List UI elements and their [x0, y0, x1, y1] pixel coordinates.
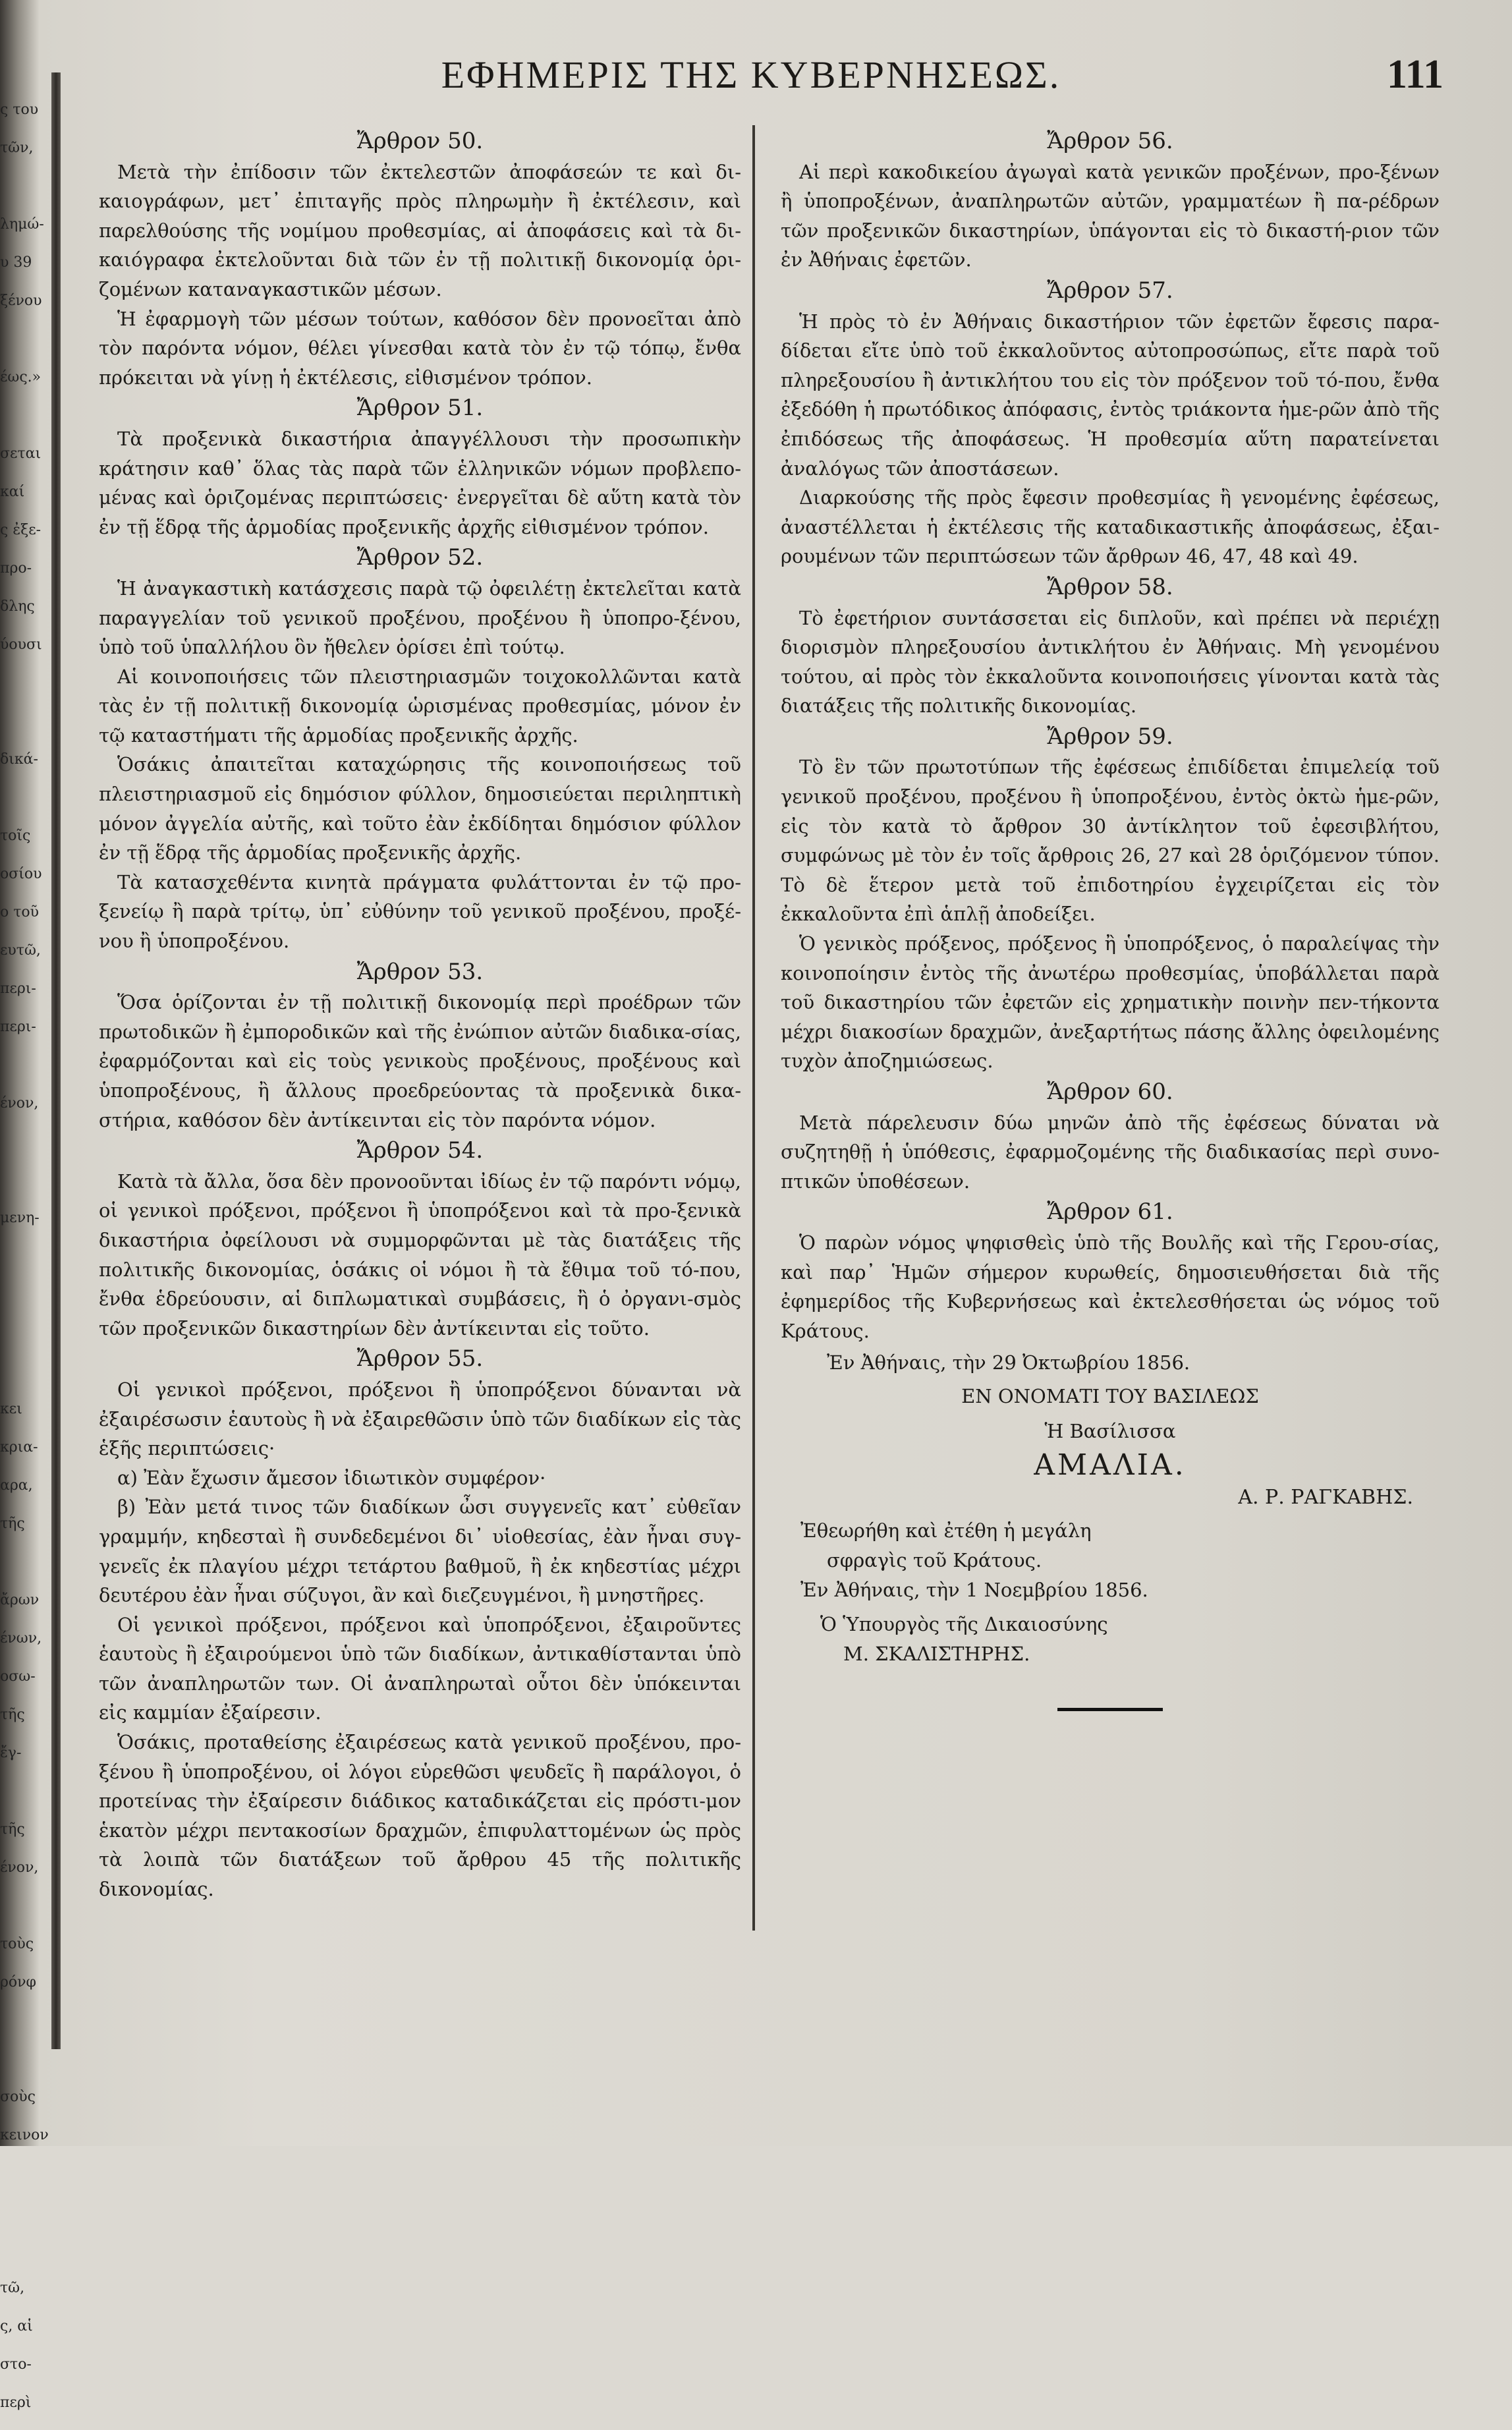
- margin-fragment: [0, 2201, 51, 2239]
- margin-fragment: ένον,: [0, 1095, 39, 1112]
- margin-fragment: ς του: [0, 101, 39, 118]
- paragraph: Ὁ γενικὸς πρόξενος, πρόξενος ἢ ὑποπρόξενος, ὁ παραλείψας τὴν κοινοποίησιν ἐντὸς τῆς ἀνωτέρω προθεσμίας, ὑποβάλλεται παρὰ τοῦ δικαστηρίου τῶν ἐφετῶν εἰς χρηματικὴν ποινὴν πεν-τήκοντα μέχρι διακοσίων δραχμῶν, ἀνεξαρτήτως πάσης ἄλλης ὀφειλομένης τυχὸν ἀποζημιώσεως.: [781, 932, 1440, 1073]
- paragraph: Ὁσάκις, προταθείσης ἐξαιρέσεως κατὰ γενικοῦ προξένου, προ-ξένου ἢ ὑποπροξένου, οἱ λόγοι εὑρεθῶσι ψευδεῖς ἢ παράλογοι, ὁ προτείνας τὴν ἐξαίρεσιν διάδικος καταδικάζεται εἰς πρόστι-μον ἑκατὸν μέχρι πεντακοσίων δραχμῶν, ἐπιφυλαττομένων ὡς πρὸς τὰ λοιπὰ τῶν διατάξεων τοῦ ἄρθρου 45 τῆς πολιτικῆς δικονομίας.: [99, 1731, 741, 1901]
- margin-fragment: κει: [0, 1401, 22, 1417]
- countersignature: Α. Ρ. ΡΑΓΚΑΒΗΣ.: [1238, 1485, 1413, 1509]
- page-gutter-rule: [51, 72, 61, 2049]
- margin-fragment: ἄρων: [0, 1592, 40, 1608]
- paragraph: Αἱ περὶ κακοδικείου ἀγωγαὶ κατὰ γενικῶν προξένων, προ-ξένων ἢ ὑποπροξένων, ἀναπληρωτῶν αὐτῶν, γραμματέων ἢ πα-ρέδρων τῶν προξενικῶν δικαστηρίων, ὑπάγονται εἰς τὸ δικαστή-ριον τῶν ἐν Ἀθήναις ἐφετῶν.: [781, 160, 1440, 271]
- margin-fragment: [0, 787, 51, 825]
- article-heading: Ἄρθρον 56.: [1047, 128, 1173, 154]
- page-header-title: ΕΦΗΜΕΡΙΣ ΤΗΣ ΚΥΒΕΡΝΗΣΕΩΣ.: [441, 53, 1061, 96]
- margin-fragment: οσω-: [0, 1668, 36, 1685]
- paragraph: Αἱ κοινοποιήσεις τῶν πλειστηριασμῶν τοιχοκολλῶνται κατὰ τὰς ἐν τῇ πολιτικῇ δικονομίᾳ ὡρισμένας προθεσμίας, μόνον ἐν τῷ καταστήματι τῆς ἁρμοδίας προξενικῆς ἀρχῆς.: [99, 665, 741, 747]
- paragraph: α) Ἐὰν ἔχωσιν ἄμεσον ἰδιωτικὸν συμφέρον·: [117, 1466, 546, 1489]
- paragraph: Κατὰ τὰ ἄλλα, ὅσα δὲν προνοοῦνται ἰδίως ἐν τῷ παρόντι νόμῳ, οἱ γενικοὶ πρόξενοι, πρόξενοι ἢ ὑποπρόξενοι καὶ τὰ προ-ξενικὰ δικαστήρια ὀφείλουσι νὰ συμμορφῶνται μὲ τὰς διατάξεις τῆς πολιτικῆς δικονομίας, ὁσάκις οἱ νόμοι ἢ τὰ ἔθιμα τοῦ τό-που, ἔνθα ἑδρεύουσιν, αἱ διπλωματικαὶ συμβάσεις, ἢ ὁ ὀργανι-σμὸς τῶν προξενικῶν δικαστηρίων δὲν ἀντίκεινται εἰς τοῦτο.: [99, 1170, 741, 1340]
- margin-fragment: αρα,: [0, 1477, 33, 1494]
- margin-fragment: [0, 2162, 51, 2201]
- article-heading: Ἄρθρον 57.: [1047, 277, 1173, 304]
- margin-fragment: τῆς: [0, 1515, 25, 1532]
- margin-fragment: ἔγ-: [0, 1745, 22, 1761]
- margin-fragment: ευτῶ,: [0, 942, 41, 959]
- margin-fragment: τῶ,: [0, 2280, 25, 2296]
- margin-fragment: μενη-: [0, 1210, 40, 1226]
- margin-fragment: [0, 2239, 51, 2277]
- page-number: 111: [1387, 52, 1444, 97]
- paragraph: Ἡ ἀναγκαστικὴ κατάσχεσις παρὰ τῷ ὀφειλέτῃ ἐκτελεῖται κατὰ παραγγελίαν τοῦ γενικοῦ προξένου, προξένου ἢ ὑποπρο-ξένου, ὑπὸ τοῦ ὑπαλλήλου ὃν ἤθελεν ὁρίσει ἐπὶ τούτῳ.: [99, 577, 741, 659]
- margin-fragment: [0, 1054, 51, 1092]
- queen-title: Ἡ Βασίλισσα: [1044, 1419, 1176, 1442]
- article-heading: Ἄρθρον 59.: [1047, 723, 1173, 750]
- seal-line-2: σφραγὶς τοῦ Κράτους.: [827, 1548, 1042, 1571]
- article-heading: Ἄρθρον 53.: [356, 958, 484, 985]
- margin-fragment: τῆς: [0, 1821, 25, 1838]
- column-divider: [752, 125, 755, 1931]
- margin-fragment: περι-: [0, 980, 36, 997]
- paragraph: Οἱ γενικοὶ πρόξενοι, πρόξενοι καὶ ὑποπρόξενοι, ἐξαιροῦντες ἑαυτοὺς ἢ ἐξαιρούμενοι ὑπὸ τῶν διαδίκων, ἀντικαθίστανται ὑπὸ τῶν ἀναπληρωτῶν των. Οἱ ἀναπληρωταὶ οὗτοι δὲν ὑπόκεινται εἰς καμμίαν ἐξαίρεσιν.: [99, 1613, 741, 1724]
- margin-fragment: περι-: [0, 1019, 36, 1035]
- margin-fragment: ς ἐξε-: [0, 522, 42, 538]
- adjacent-page-fragment: [0, 99, 51, 2411]
- seal-line-1: Ἐθεωρήθη καὶ ἐτέθη ἡ μεγάλη: [800, 1519, 1092, 1542]
- margin-fragment: προ-: [0, 560, 32, 577]
- paragraph: Διαρκούσης τῆς πρὸς ἔφεσιν προθεσμίας ἢ γενομένης ἐφέσεως, ἀναστέλλεται ἡ ἐκτέλεσις τῆς καταδικαστικῆς ἀποφάσεως, ἐξαι-ρουμένων τῶν περιπτώσεων τῶν ἄρθρων 46, 47, 48 καὶ 49.: [781, 486, 1440, 568]
- article-heading: Ἄρθρον 54.: [356, 1137, 484, 1164]
- margin-fragment: [0, 1284, 51, 1322]
- in-the-name-of-king: ΕΝ ΟΝΟΜΑΤΙ ΤΟΥ ΒΑΣΙΛΕΩΣ: [961, 1384, 1259, 1407]
- paragraph: Τὰ κατασχεθέντα κινητὰ πράγματα φυλάττονται ἐν τῷ προ-ξενείῳ ἢ παρὰ τρίτῳ, ὑπ᾽ εὐθύνην τοῦ γενικοῦ προξένου, προξέ-νου ἢ ὑποπροξένου.: [99, 870, 741, 953]
- margin-fragment: [0, 1131, 51, 1169]
- left-column: [99, 125, 741, 1904]
- margin-fragment: ο τοῦ: [0, 904, 40, 920]
- margin-fragment: στο-: [0, 2356, 32, 2373]
- margin-fragment: [0, 1551, 51, 1589]
- margin-fragment: [0, 1245, 51, 1284]
- paragraph: Μετὰ πάρελευσιν δύω μηνῶν ἀπὸ τῆς ἐφέσεως δύναται νὰ συζητηθῇ ἡ ὑπόθεσις, ἐφαρμοζομένης τῆς διαδικασίας περὶ συνο-πτικῶν ὑποθέσεων.: [781, 1111, 1440, 1193]
- article-heading: Ἄρθρον 52.: [356, 544, 484, 571]
- article-heading: Ἄρθρον 60.: [1047, 1079, 1173, 1105]
- margin-fragment: δικά-: [0, 751, 38, 768]
- margin-fragment: σοὺς: [0, 2089, 36, 2105]
- margin-fragment: τοῖς: [0, 828, 31, 844]
- paragraph: Μετὰ τὴν ἐπίδοσιν τῶν ἐκτελεστῶν ἀποφάσεών τε καὶ δι-καιογράφων, μετ᾽ ἐπιταγῆς πρὸς πληρωμὴν ἢ ἐκτέλεσιν, καὶ παρελθούσης τῆς νομίμου προθεσμίας, αἱ ἀποφάσεις καὶ τὰ δι-καιόγραφα ἐκτελοῦνται διὰ τῶν ἐν τῇ πολιτικῇ δικονομίᾳ ὁρι-ζομένων καταναγκαστικῶν μέσων.: [99, 160, 741, 300]
- paragraph: Ἡ πρὸς τὸ ἐν Ἀθήναις δικαστήριον τῶν ἐφετῶν ἔφεσις παρα-δίδεται εἴτε ὑπὸ τοῦ ἐκκαλοῦντος αὐτοπροσώπως, εἴτε παρὰ τοῦ πληρεξουσίου ἢ ἀντικλήτου του εἰς τὸν πρόξενον τοῦ τό-που, ἔνθα ἐξεδόθη ἡ πρωτόδικος ἀπόφασις, ἐντὸς τριάκοντα ἡμε-ρῶν ἀπὸ τῆς ἐπιδόσεως τῆς ἀποφάσεως. Ἡ προθεσμία αὕτη παρατείνεται ἀναλόγως τῶν ἀποστάσεων.: [781, 310, 1440, 480]
- paragraph: Οἱ γενικοὶ πρόξενοι, πρόξενοι ἢ ὑποπρόξενοι δύνανται νὰ ἐξαιρέσωσιν ἑαυτοὺς ἢ νὰ ἐξαιρεθῶσιν ὑπὸ τῶν διαδίκων εἰς τὰς ἑξῆς περιπτώσεις·: [99, 1378, 741, 1460]
- margin-fragment: έως.»: [0, 369, 42, 385]
- margin-fragment: ς, αἱ: [0, 2318, 33, 2334]
- end-rule: [1057, 1708, 1163, 1711]
- paragraph: Ὅσα ὁρίζονται ἐν τῇ πολιτικῇ δικονομίᾳ περὶ προέδρων τῶν πρωτοδικῶν ἢ ἐμποροδικῶν καὶ τῆς ἐνώπιον αὐτῶν διαδικα-σίας, ἐφαρμόζονται καὶ εἰς τοὺς γενικοὺς προξένους, προξένους καὶ ὑποπροξένους, ἢ ἄλλους προεδρεύοντας τὰ προξενικὰ δικα-στήρια, καθόσον δὲν ἀντίκεινται εἰς τὸν παρόντα νόμον.: [99, 991, 741, 1131]
- margin-fragment: κρια-: [0, 1439, 38, 1455]
- margin-fragment: [0, 1360, 51, 1398]
- margin-fragment: [0, 1895, 51, 1933]
- article-heading: Ἄρθρον 61.: [1047, 1199, 1173, 1226]
- margin-fragment: ένον,: [0, 1859, 39, 1876]
- paragraph: Τὸ ἐφετήριον συντάσσεται εἰς διπλοῦν, καὶ πρέπει νὰ περιέχῃ διορισμὸν πληρεξουσίου ἀντικλήτου ἐν Ἀθήναις. Μὴ γενομένου τούτου, αἱ πρὸς τὸν ἐκκαλοῦντα κοινοποιήσεις γίνονται κατὰ τὰς διατάξεις τῆς πολιτικῆς δικονομίας.: [781, 606, 1440, 718]
- article-heading: Ἄρθρον 50.: [356, 128, 484, 154]
- margin-fragment: [0, 1322, 51, 1360]
- margin-fragment: ρόνφ: [0, 1974, 36, 1991]
- article-heading: Ἄρθρον 51.: [356, 395, 484, 422]
- paragraph: Ἡ ἐφαρμογὴ τῶν μέσων τούτων, καθόσον δὲν προνοεῖται ἀπὸ τὸν παρόντα νόμον, θέλει γίνεσθαι κατὰ τὸν ἐν τῷ τόπῳ, ἔνθα πρόκειται νὰ γίνῃ ἡ ἐκτέλεσις, εἰθισμένον τρόπον.: [99, 307, 741, 389]
- paragraph: Τὰ προξενικὰ δικαστήρια ἀπαγγέλλουσι τὴν προσωπικὴν κράτησιν καθ᾽ ὅλας τὰς παρὰ τῶν ἑλληνικῶν νόμων προβλεπο-μένας καὶ ὁριζομένας περιπτώσεις· ἐνεργεῖται δὲ αὕτη κατὰ τὸν ἐν τῇ ἕδρᾳ τῆς ἁρμοδίας προξενικῆς ἀρχῆς εἰθισμένον τρόπον.: [99, 427, 741, 538]
- margin-fragment: [0, 405, 51, 443]
- minister-title: Ὁ Ὑπουργὸς τῆς Δικαιοσύνης: [820, 1613, 1108, 1636]
- paragraph: Ὁ παρὼν νόμος ψηφισθεὶς ὑπὸ τῆς Βουλῆς καὶ τῆς Γερου-σίας, καὶ παρ᾽ Ἡμῶν σήμερον κυρωθείς, δημοσιευθήσεται διὰ τῆς ἐφημερίδος τῆς Κυβερνήσεως καὶ ἐκτελεσθήσεται ὡς νόμος τοῦ Κράτους.: [781, 1231, 1440, 1342]
- margin-fragment: περὶ: [0, 2394, 32, 2411]
- margin-fragment: τοὺς: [0, 1936, 34, 1952]
- margin-fragment: λημώ-: [0, 216, 44, 233]
- margin-fragment: [0, 710, 51, 749]
- margin-fragment: [0, 1169, 51, 1207]
- margin-fragment: σεται: [0, 445, 42, 462]
- margin-fragment: δλης: [0, 598, 35, 615]
- margin-fragment: τῆς: [0, 1707, 25, 1723]
- article-heading: Ἄρθρον 58.: [1047, 573, 1173, 600]
- margin-fragment: ξένου: [0, 293, 42, 309]
- margin-fragment: καί: [0, 484, 25, 500]
- margin-fragment: υ 39: [0, 254, 32, 271]
- seal-date: Ἐν Ἀθήναις, τὴν 1 Νοεμβρίου 1856.: [800, 1578, 1148, 1601]
- margin-fragment: [0, 175, 51, 213]
- margin-fragment: κεινον: [0, 2127, 49, 2143]
- paragraph: Ὁσάκις ἀπαιτεῖται καταχώρησις τῆς κοινοποιήσεως τοῦ πλειστηριασμοῦ εἰς δημόσιον φύλλον, δημοσιεύεται περιληπτικὴ μόνον ἀγγελία αὐτῆς, καὶ τοῦτο ἐὰν ἐκδίδηται δημόσιον φύλλον ἐν τῇ ἕδρᾳ τῆς ἁρμοδίας προξενικῆς ἀρχῆς.: [99, 753, 741, 864]
- paragraph: Τὸ ἓν τῶν πρωτοτύπων τῆς ἐφέσεως ἐπιδίδεται ἐπιμελείᾳ τοῦ γενικοῦ προξένου, προξένου ἢ ὑποπροξένου, ἐντὸς ὀκτὼ ἡμε-ρῶν, εἰς τὸν κατὰ τὸ ἄρθρον 30 ἀντίκλητον τοῦ ἐφεσιβλήτου, συμφώνως μὲ τὸν ἐν τοῖς ἄρθροις 26, 27 καὶ 28 ὁριζόμενον τύπον. Τὸ δὲ ἕτερον μετὰ τοῦ ἐπιδοτηρίου ἐγχειρίζεται εἰς τὸν ἐκκαλοῦντα ἐπὶ ἁπλῇ ἀποδείξει.: [781, 756, 1440, 926]
- margin-fragment: [0, 2048, 51, 2086]
- margin-fragment: ένων,: [0, 1630, 42, 1647]
- margin-fragment: [0, 2010, 51, 2048]
- margin-fragment: ύουσι: [0, 636, 42, 653]
- margin-fragment: τῶν,: [0, 140, 34, 156]
- margin-fragment: [0, 328, 51, 366]
- margin-fragment: οσίου: [0, 866, 42, 882]
- right-column: [781, 125, 1440, 1711]
- article-heading: Ἄρθρον 55.: [356, 1345, 484, 1372]
- minister-name: Μ. ΣΚΑΛΙΣΤΗΡΗΣ.: [843, 1642, 1030, 1665]
- paragraph: β) Ἐὰν μετά τινος τῶν διαδίκων ὦσι συγγενεῖς κατ᾽ εὐθεῖαν γραμμήν, κηδεσταὶ ἢ συνδεδεμένοι δι᾽ υἱοθεσίας, ἐὰν ἦναι συγ-γενεῖς ἐκ πλαγίου μέχρι τετάρτου βαθμοῦ, ἢ ἐκ κηδεστίας μέχρι δευτέρου ἐὰν ἦναι σύζυγοι, ἂν καὶ διεζευγμένοι, ἢ μνηστῆρες.: [99, 1496, 741, 1607]
- margin-fragment: [0, 1780, 51, 1819]
- closing-date: Ἐν Ἀθήναις, τὴν 29 Ὀκτωβρίου 1856.: [827, 1351, 1190, 1374]
- margin-fragment: [0, 672, 51, 710]
- queen-signature: ΑΜΑΛΙΑ.: [1034, 1448, 1187, 1483]
